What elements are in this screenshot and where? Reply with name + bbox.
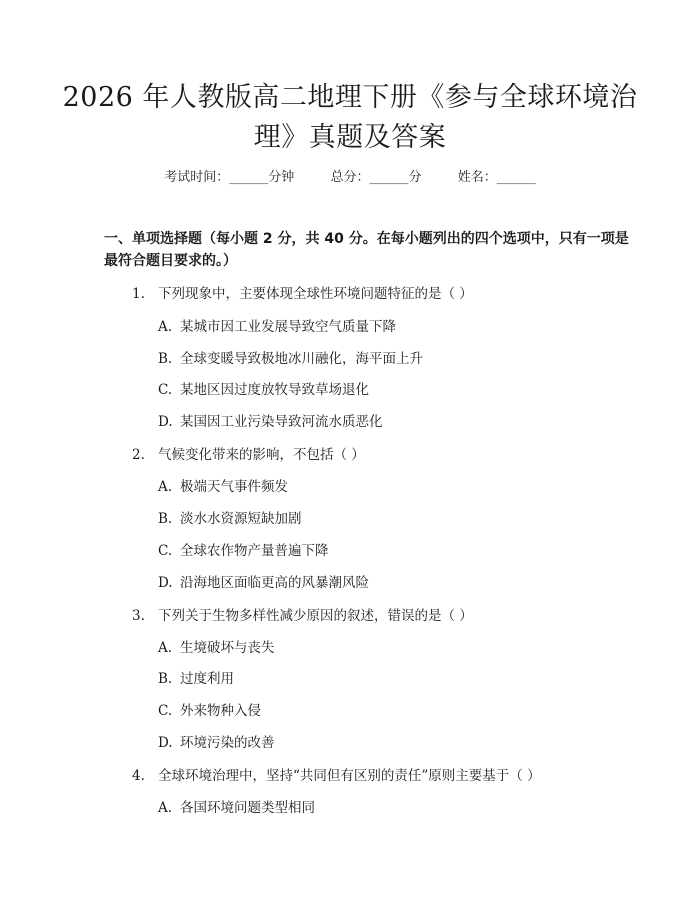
question-2-option-a	[158, 475, 288, 495]
option-letter: D.	[158, 414, 173, 430]
question-3-option-a	[158, 636, 275, 656]
option-text: 环境污染的改善	[180, 735, 275, 751]
question-number: 1.	[132, 286, 145, 302]
option-letter: C.	[158, 543, 173, 559]
question-text: 全球环境治理中，坚持“共同但有区别的责任”原则主要基于（ ）	[158, 768, 541, 784]
option-text: 外来物种入侵	[180, 703, 261, 719]
question-number: 4.	[132, 768, 145, 784]
option-text: 某国因工业污染导致河流水质恶化	[180, 414, 383, 430]
option-letter: A.	[158, 479, 173, 495]
option-letter: B.	[158, 351, 173, 367]
option-letter: C.	[158, 382, 173, 398]
option-letter: A.	[158, 800, 173, 816]
option-letter: B.	[158, 671, 173, 687]
option-text: 淡水水资源短缺加剧	[180, 511, 302, 527]
exam-time-field: 考试时间：______分钟	[164, 170, 295, 185]
question-3-option-b	[158, 667, 234, 687]
option-letter: A.	[158, 319, 173, 335]
option-letter: C.	[158, 703, 173, 719]
option-text: 全球变暖导致极地冰川融化，海平面上升	[180, 351, 423, 367]
question-1-option-d	[158, 410, 383, 430]
question-3	[132, 604, 473, 624]
question-1-option-b	[158, 347, 423, 367]
option-text: 某城市因工业发展导致空气质量下降	[180, 319, 396, 335]
question-4-option-a	[158, 796, 315, 816]
question-text: 下列关于生物多样性减少原因的叙述，错误的是（ ）	[158, 608, 473, 624]
question-1	[132, 282, 473, 302]
option-letter: D.	[158, 575, 173, 591]
option-letter: B.	[158, 511, 173, 527]
question-1-option-c	[158, 378, 369, 398]
option-letter: A.	[158, 640, 173, 656]
question-number: 3.	[132, 608, 145, 624]
option-text: 各国环境问题类型相同	[180, 800, 315, 816]
total-score-field: 总分：______分	[330, 170, 422, 185]
section-heading: 一、单项选择题（每小题 2 分，共 40 分。在每小题列出的四个选项中，只有一项是最符合题目要求的。）	[104, 231, 629, 269]
question-2	[132, 443, 365, 463]
option-text: 全球农作物产量普遍下降	[180, 543, 329, 559]
option-letter: D.	[158, 735, 173, 751]
question-number: 2.	[132, 447, 145, 463]
student-name-field: 姓名：______	[457, 170, 536, 185]
page-title: 2026 年人教版高二地理下册《参与全球环境治理》真题及答案	[62, 82, 638, 153]
question-text: 下列现象中，主要体现全球性环境问题特征的是（ ）	[158, 286, 473, 302]
option-text: 某地区因过度放牧导致草场退化	[180, 382, 369, 398]
option-text: 生境破坏与丧失	[180, 640, 275, 656]
question-2-option-b	[158, 507, 302, 527]
question-3-option-c	[158, 699, 261, 719]
question-text: 气候变化带来的影响，不包括（ ）	[158, 447, 365, 463]
question-4	[132, 764, 541, 784]
question-3-option-d	[158, 731, 275, 751]
question-2-option-c	[158, 539, 329, 559]
option-text: 沿海地区面临更高的风暴潮风险	[180, 575, 369, 591]
question-1-option-a	[158, 315, 396, 335]
exam-meta	[0, 166, 700, 185]
option-text: 极端天气事件频发	[180, 479, 288, 495]
option-text: 过度利用	[180, 671, 234, 687]
question-2-option-d	[158, 571, 369, 591]
